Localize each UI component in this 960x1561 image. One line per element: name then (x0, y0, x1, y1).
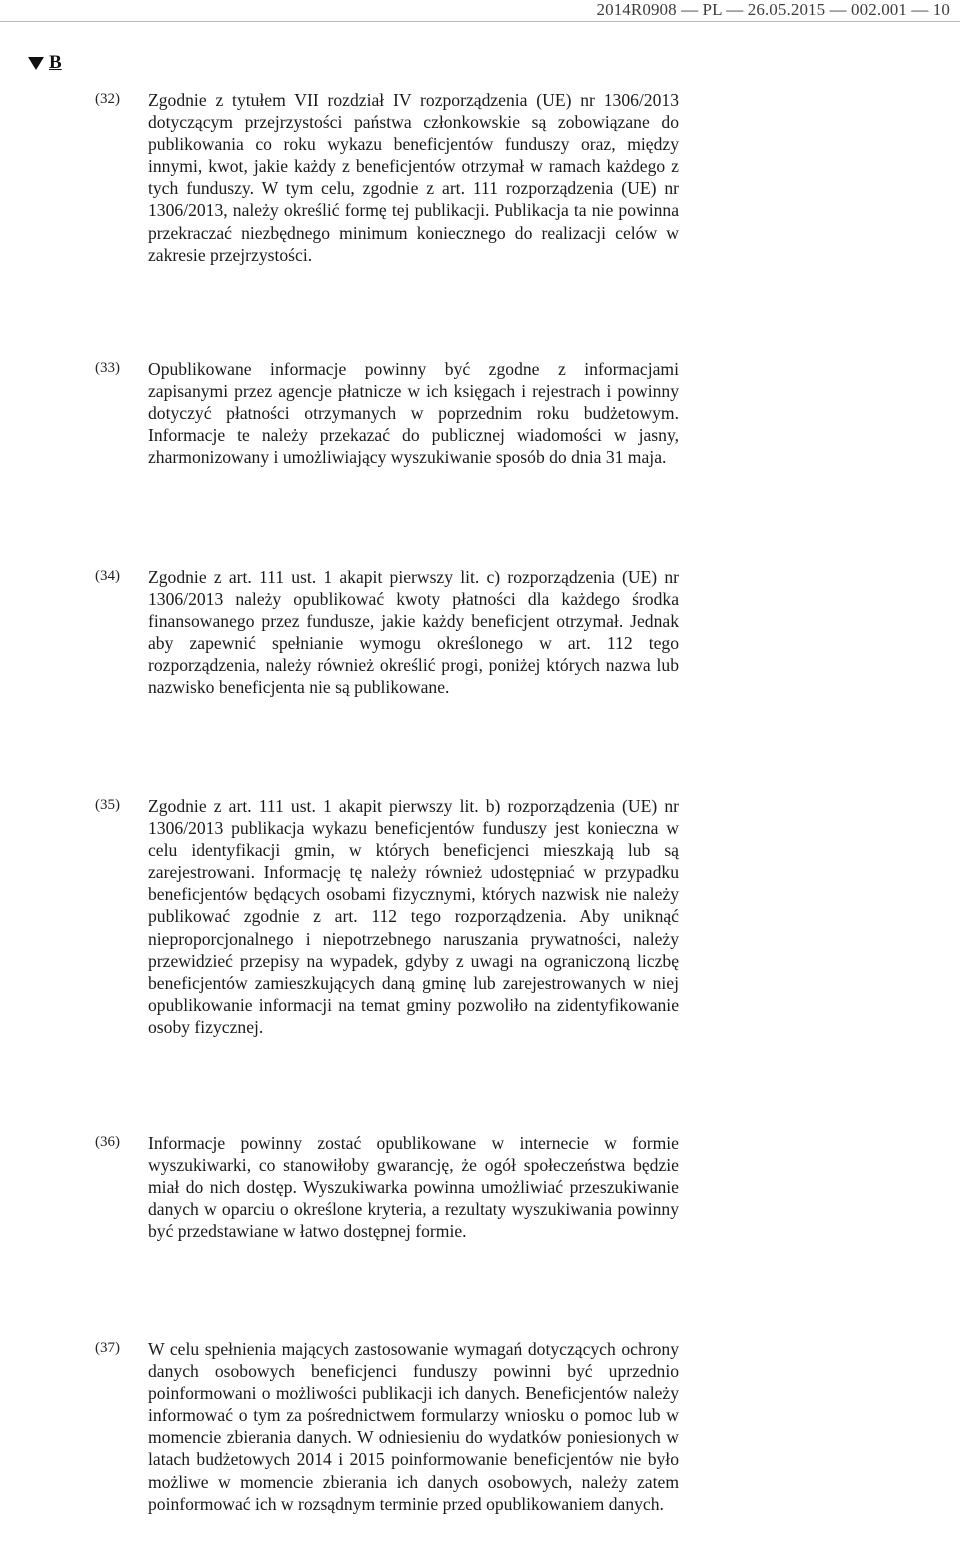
recital-number: (32) (95, 91, 120, 107)
recital-text: Opublikowane informacje powinny być zgodne z informacjami zapisanymi przez agencje płatnicze w ich księgach i rejestrach i powinny dotyczyć płatności otrzymanych w poprzednim roku budżetowym. Informacje te należy przekazać do publicznej wiadomości w jasny, zharmonizowany i umożliwiający wyszukiwanie sposób do dnia 31 maja. (148, 359, 679, 468)
recital-text: Zgodnie z tytułem VII rozdział IV rozporządzenia (UE) nr 1306/2013 dotyczącym przejrzystości państwa członkowskie są zobowiązane do publikowania co roku wykazu beneficjentów funduszy oraz, między innymi, kwot, jakie każdy z beneficjentów otrzymał w ramach każdego z tych funduszy. W tym celu, zgodnie z art. 111 rozporządzenia (UE) nr 1306/2013, należy określić formę tej publikacji. Publikacja ta nie powinna przekraczać niezbędnego minimum koniecznego do realizacji celów w zakresie przejrzystości. (148, 90, 679, 265)
amendment-label: B (49, 52, 62, 73)
amendment-marker (28, 52, 62, 74)
page-header (0, 0, 960, 22)
recital-number: (33) (95, 360, 120, 376)
recital-number: (36) (95, 1134, 120, 1150)
document-reference: 2014R0908 — PL — 26.05.2015 — 002.001 — 10 (596, 0, 950, 19)
recital-text: W celu spełnienia mających zastosowanie wymagań dotyczących ochrony danych osobowych beneficjenci funduszy powinni być uprzednio poinformowani o możliwości publikacji ich danych. Beneficjentów należy informować o tym za pośrednictwem formularzy wniosku o pomoc lub w momencie zbierania danych. W odniesieniu do wydatków poniesionych w latach budżetowych 2014 i 2015 poinformowanie beneficjentów nie było możliwe w momencie zbierania ich danych osobowych, należy zatem poinformować ich w rozsądnym terminie przed opublikowaniem danych. (148, 1339, 679, 1514)
recital-text: Informacje powinny zostać opublikowane w internecie w formie wyszukiwarki, co stanowiłoby gwarancję, że ogół społeczeństwa będzie miał do nich dostęp. Wyszukiwarka powinna umożliwiać przeszukiwanie danych w oparciu o określone kryteria, a rezultaty wyszukiwania powinny być przedstawiane w łatwo dostępnej formie. (148, 1133, 679, 1242)
recital-number: (37) (95, 1340, 120, 1356)
recital-number: (35) (95, 797, 120, 813)
triangle-down-icon (28, 57, 44, 70)
recital-text: Zgodnie z art. 111 ust. 1 akapit pierwszy lit. c) rozporządzenia (UE) nr 1306/2013 należy opublikować kwoty płatności dla każdego środka finansowanego przez fundusze, jakie każdy beneficjent otrzymał. Jednak aby zapewnić spełnianie wymogu określonego w art. 112 tego rozporządzenia, należy również określić progi, poniżej których nazwa lub nazwisko beneficjenta nie są publikowane. (148, 567, 679, 698)
recital-text: Zgodnie z art. 111 ust. 1 akapit pierwszy lit. b) rozporządzenia (UE) nr 1306/2013 publikacja wykazu beneficjentów funduszy jest konieczna w celu identyfikacji gmin, w których beneficjenci mieszkają lub są zarejestrowani. Informację tę należy również udostępniać w przypadku beneficjentów będących osobami fizycznymi, których nazwisk nie należy publikować zgodnie z art. 112 tego rozporządzenia. Aby uniknąć nieproporcjonalnego i niepotrzebnego naruszania prywatności, należy przewidzieć przepisy na wypadek, gdyby z uwagi na ograniczoną liczbę beneficjentów zamieszkujących daną gminę lub zarejestrowanych w niej opublikowanie informacji na temat gminy pozwoliło na zidentyfikowanie osoby fizycznej. (148, 796, 679, 1037)
recital-number: (34) (95, 568, 120, 584)
